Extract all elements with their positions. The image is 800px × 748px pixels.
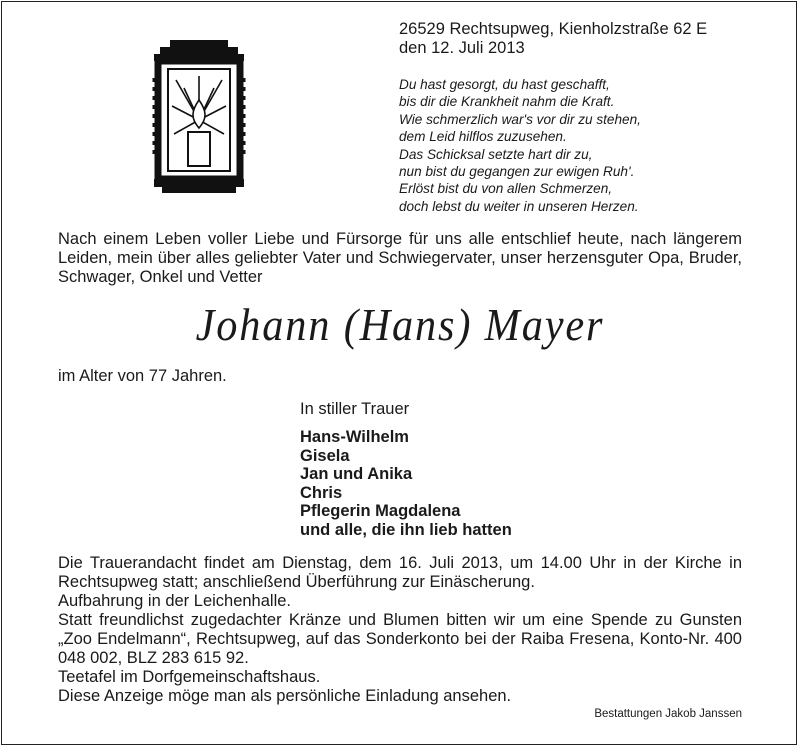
- date-line: den 12. Juli 2013: [399, 39, 525, 57]
- mourner: Chris: [300, 483, 343, 502]
- mourner: Jan und Anika: [300, 465, 413, 484]
- poem-line: doch lebst du weiter in unseren Herzen.: [399, 198, 639, 214]
- mourner: und alle, die ihn lieb hatten: [300, 520, 512, 539]
- reception-info: Teetafel im Dorfgemeinschaftshaus.: [58, 668, 321, 686]
- donation-info: Statt freundlichst zugedachter Kränze und Blumen bitten wir um eine Spende zu Gunsten „Zoo Endelmann“, Rechtsupweg, auf das Sonderkonto bei der Raiba Fresena, Konto-Nr. 400 048 002, BLZ 283 615 92.: [58, 611, 742, 667]
- poem-line: bis dir die Krankheit nahm die Kraft.: [399, 94, 615, 110]
- funeral-home: Bestattungen Jakob Janssen: [594, 708, 742, 720]
- poem-line: dem Leid hilflos zuzusehen.: [399, 129, 567, 145]
- details-text: [58, 554, 742, 706]
- poem-line: Erlöst bist du von allen Schmerzen,: [399, 181, 613, 197]
- poem-line: nun bist du gegangen zur ewigen Ruh'.: [399, 164, 635, 180]
- address-line: 26529 Rechtsupweg, Kienholzstraße 62 E: [399, 20, 708, 38]
- mourning-label: In stiller Trauer: [300, 400, 410, 418]
- mourner: Gisela: [300, 446, 350, 465]
- mourner: Hans-Wilhelm: [300, 428, 409, 446]
- poem-line: Du hast gesorgt, du hast geschafft,: [399, 77, 610, 92]
- deceased-name: Johann (Hans) Mayer: [195, 299, 605, 350]
- poem-line: Das Schicksal setzte hart dir zu,: [399, 146, 593, 162]
- grave-lantern-icon: [140, 38, 258, 198]
- poem: [399, 76, 641, 215]
- mourners-list: [300, 428, 512, 540]
- laying-out-info: Aufbahrung in der Leichenhalle.: [58, 592, 292, 610]
- place-and-date: [399, 20, 707, 58]
- service-info: Die Trauerandacht findet am Dienstag, dem 16. Juli 2013, um 14.00 Uhr in der Kirche in Rechtsupweg statt; anschließend Überführung zur Einäscherung.: [58, 554, 742, 591]
- invitation-info: Diese Anzeige möge man als persönliche Einladung ansehen.: [58, 687, 512, 705]
- mourner: Pflegerin Magdalena: [300, 502, 461, 521]
- age-line: im Alter von 77 Jahren.: [58, 367, 227, 385]
- poem-line: Wie schmerzlich war's vor dir zu stehen,: [399, 111, 641, 127]
- intro-paragraph: Nach einem Leben voller Liebe und Fürsorge für uns alle entschlief heute, nach längerem Leiden, mein über alles geliebter Vater und Schwiegervater, unser herzensguter Opa, Bruder, Schwager, Onkel und Vetter: [58, 230, 742, 286]
